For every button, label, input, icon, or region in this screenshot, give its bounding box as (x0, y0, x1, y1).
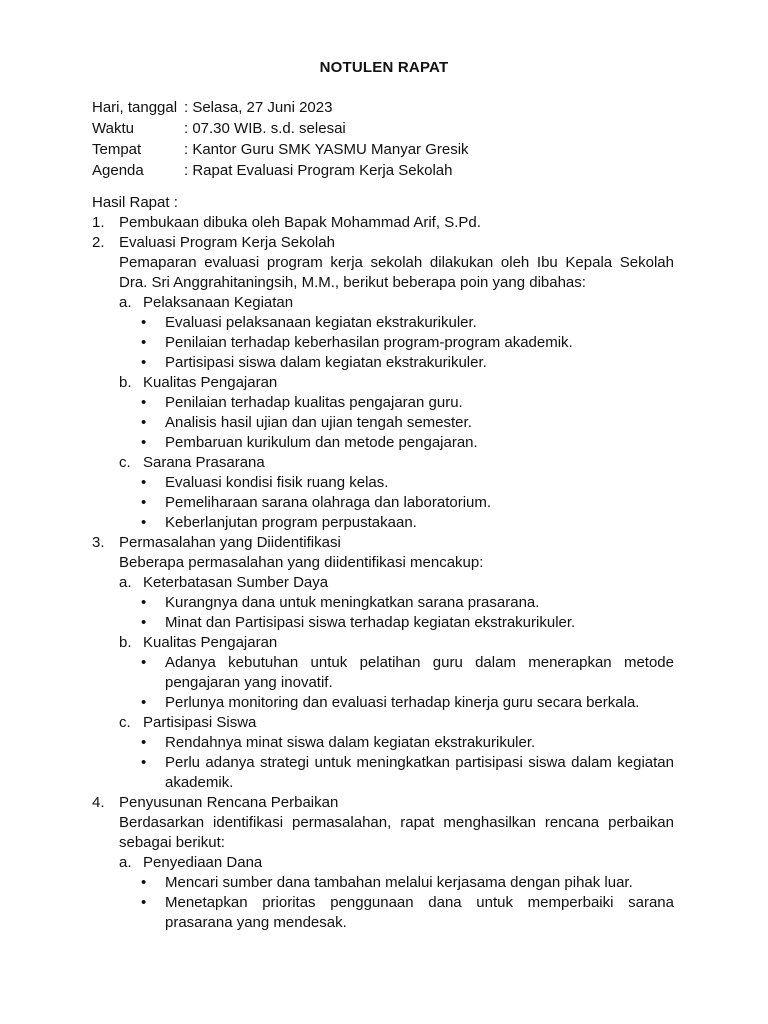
meta-label: Agenda (92, 162, 144, 179)
bullet-item (119, 753, 674, 793)
item-number: 1. (92, 214, 105, 231)
result-item (92, 213, 674, 233)
sub-letter: b. (119, 374, 132, 391)
bullet-item (119, 473, 674, 493)
document-title: NOTULEN RAPAT (319, 59, 449, 76)
bullet-text: Mencari sumber dana tambahan melalui kerjasama dengan pihak luar. (165, 874, 633, 891)
bullet-icon: • (141, 354, 147, 371)
item-title: Pembukaan dibuka oleh Bapak Mohammad Arif, S.Pd. (119, 214, 481, 231)
meta-value: : 07.30 WIB. s.d. selesai (184, 120, 346, 137)
bullet-text: Penilaian terhadap kualitas pengajaran guru. (165, 394, 463, 411)
bullet-text: Pemeliharaan sarana olahraga dan laboratorium. (165, 494, 492, 511)
sub-title: Keterbatasan Sumber Daya (143, 574, 329, 591)
bullet-icon: • (141, 334, 147, 351)
meta-row-place (92, 140, 469, 161)
bullet-icon: • (141, 694, 147, 711)
meta-value: : Kantor Guru SMK YASMU Manyar Gresik (184, 141, 469, 158)
bullet-item (119, 613, 674, 633)
bullet-icon: • (141, 894, 147, 911)
sub-letter: a. (119, 574, 132, 591)
meta-row-time (92, 119, 469, 140)
sub-item (119, 453, 674, 473)
sub-letter: a. (119, 854, 132, 871)
meta-row-date (92, 98, 469, 119)
meta-label: Hari, tanggal (92, 99, 178, 116)
bullet-icon: • (141, 654, 147, 671)
sub-title: Penyediaan Dana (143, 854, 263, 871)
item-number: 2. (92, 234, 105, 251)
item-paragraph: Beberapa permasalahan yang diidentifikasi mencakup: (119, 554, 484, 571)
sub-item (119, 713, 674, 733)
result-item (92, 793, 674, 933)
sub-item (119, 293, 674, 313)
bullet-item (119, 693, 674, 713)
meta-value: : Rapat Evaluasi Program Kerja Sekolah (184, 162, 453, 179)
bullet-text: Rendahnya minat siswa dalam kegiatan ekstrakurikuler. (165, 734, 536, 751)
sub-letter: b. (119, 634, 132, 651)
bullet-text: Keberlanjutan program perpustakaan. (165, 514, 417, 531)
bullet-text: Adanya kebutuhan untuk pelatihan guru dalam menerapkan metode pengajaran yang inovatif. (165, 654, 674, 691)
results-heading: Hasil Rapat : (92, 194, 178, 211)
bullet-item (119, 873, 674, 893)
bullet-item (119, 353, 674, 373)
bullet-icon: • (141, 494, 147, 511)
bullet-item (119, 413, 674, 433)
sub-item (119, 373, 674, 393)
bullet-icon: • (141, 874, 147, 891)
item-content (119, 233, 674, 533)
bullet-icon: • (141, 314, 147, 331)
bullet-text: Minat dan Partisipasi siswa terhadap kegiatan ekstrakurikuler. (165, 614, 576, 631)
item-content (119, 533, 674, 793)
bullet-icon: • (141, 434, 147, 451)
item-content (119, 793, 674, 933)
bullet-icon: • (141, 414, 147, 431)
bullet-text: Analisis hasil ujian dan ujian tengah semester. (165, 414, 472, 431)
sub-item (119, 853, 674, 873)
bullet-icon: • (141, 514, 147, 531)
bullet-icon: • (141, 734, 147, 751)
bullet-text: Partisipasi siswa dalam kegiatan ekstrakurikuler. (165, 354, 487, 371)
sub-title: Sarana Prasarana (143, 454, 265, 471)
sub-title: Pelaksanaan Kegiatan (143, 294, 294, 311)
bullet-icon: • (141, 754, 147, 771)
bullet-item (119, 893, 674, 933)
bullet-text: Evaluasi kondisi fisik ruang kelas. (165, 474, 389, 491)
meeting-info (92, 98, 469, 182)
sub-letter: c. (119, 714, 131, 731)
meeting-results (92, 193, 674, 933)
item-title: Penyusunan Rencana Perbaikan (119, 794, 339, 811)
bullet-item (119, 733, 674, 753)
sub-item (119, 633, 674, 653)
bullet-text: Pembaruan kurikulum dan metode pengajaran. (165, 434, 478, 451)
bullet-text: Perlu adanya strategi untuk meningkatkan partisipasi siswa dalam kegiatan akademik. (165, 754, 674, 791)
bullet-item (119, 653, 674, 693)
results-list (92, 213, 674, 933)
bullet-item (119, 593, 674, 613)
item-paragraph: Pemaparan evaluasi program kerja sekolah dilakukan oleh Ibu Kepala Sekolah Dra. Sri Anggrahitaningsih, M.M., berikut beberapa poin yang dibahas: (119, 254, 674, 291)
bullet-text: Evaluasi pelaksanaan kegiatan ekstrakurikuler. (165, 314, 477, 331)
item-title: Evaluasi Program Kerja Sekolah (119, 234, 335, 251)
sub-title: Kualitas Pengajaran (143, 374, 278, 391)
sub-item (119, 573, 674, 593)
item-content (119, 213, 674, 233)
result-item (92, 233, 674, 533)
bullet-icon: • (141, 474, 147, 491)
meta-label: Waktu (92, 120, 134, 137)
meta-label: Tempat (92, 141, 142, 158)
bullet-icon: • (141, 394, 147, 411)
meta-row-agenda (92, 161, 469, 182)
bullet-item (119, 333, 674, 353)
sub-title: Kualitas Pengajaran (143, 634, 278, 651)
sub-letter: c. (119, 454, 131, 471)
meta-value: : Selasa, 27 Juni 2023 (184, 99, 333, 116)
bullet-item (119, 313, 674, 333)
bullet-text: Kurangnya dana untuk meningkatkan sarana prasarana. (165, 594, 540, 611)
bullet-icon: • (141, 594, 147, 611)
sub-letter: a. (119, 294, 132, 311)
bullet-text: Menetapkan prioritas penggunaan dana untuk memperbaiki sarana prasarana yang mendesak. (165, 894, 674, 931)
bullet-item (119, 393, 674, 413)
item-number: 3. (92, 534, 105, 551)
bullet-icon: • (141, 614, 147, 631)
bullet-text: Penilaian terhadap keberhasilan program-program akademik. (165, 334, 573, 351)
bullet-item (119, 433, 674, 453)
result-item (92, 533, 674, 793)
bullet-item (119, 493, 674, 513)
item-title: Permasalahan yang Diidentifikasi (119, 534, 341, 551)
bullet-item (119, 513, 674, 533)
item-paragraph: Berdasarkan identifikasi permasalahan, rapat menghasilkan rencana perbaikan sebagai berikut: (119, 814, 674, 851)
item-number: 4. (92, 794, 105, 811)
bullet-text: Perlunya monitoring dan evaluasi terhadap kinerja guru secara berkala. (165, 694, 640, 711)
sub-title: Partisipasi Siswa (143, 714, 257, 731)
